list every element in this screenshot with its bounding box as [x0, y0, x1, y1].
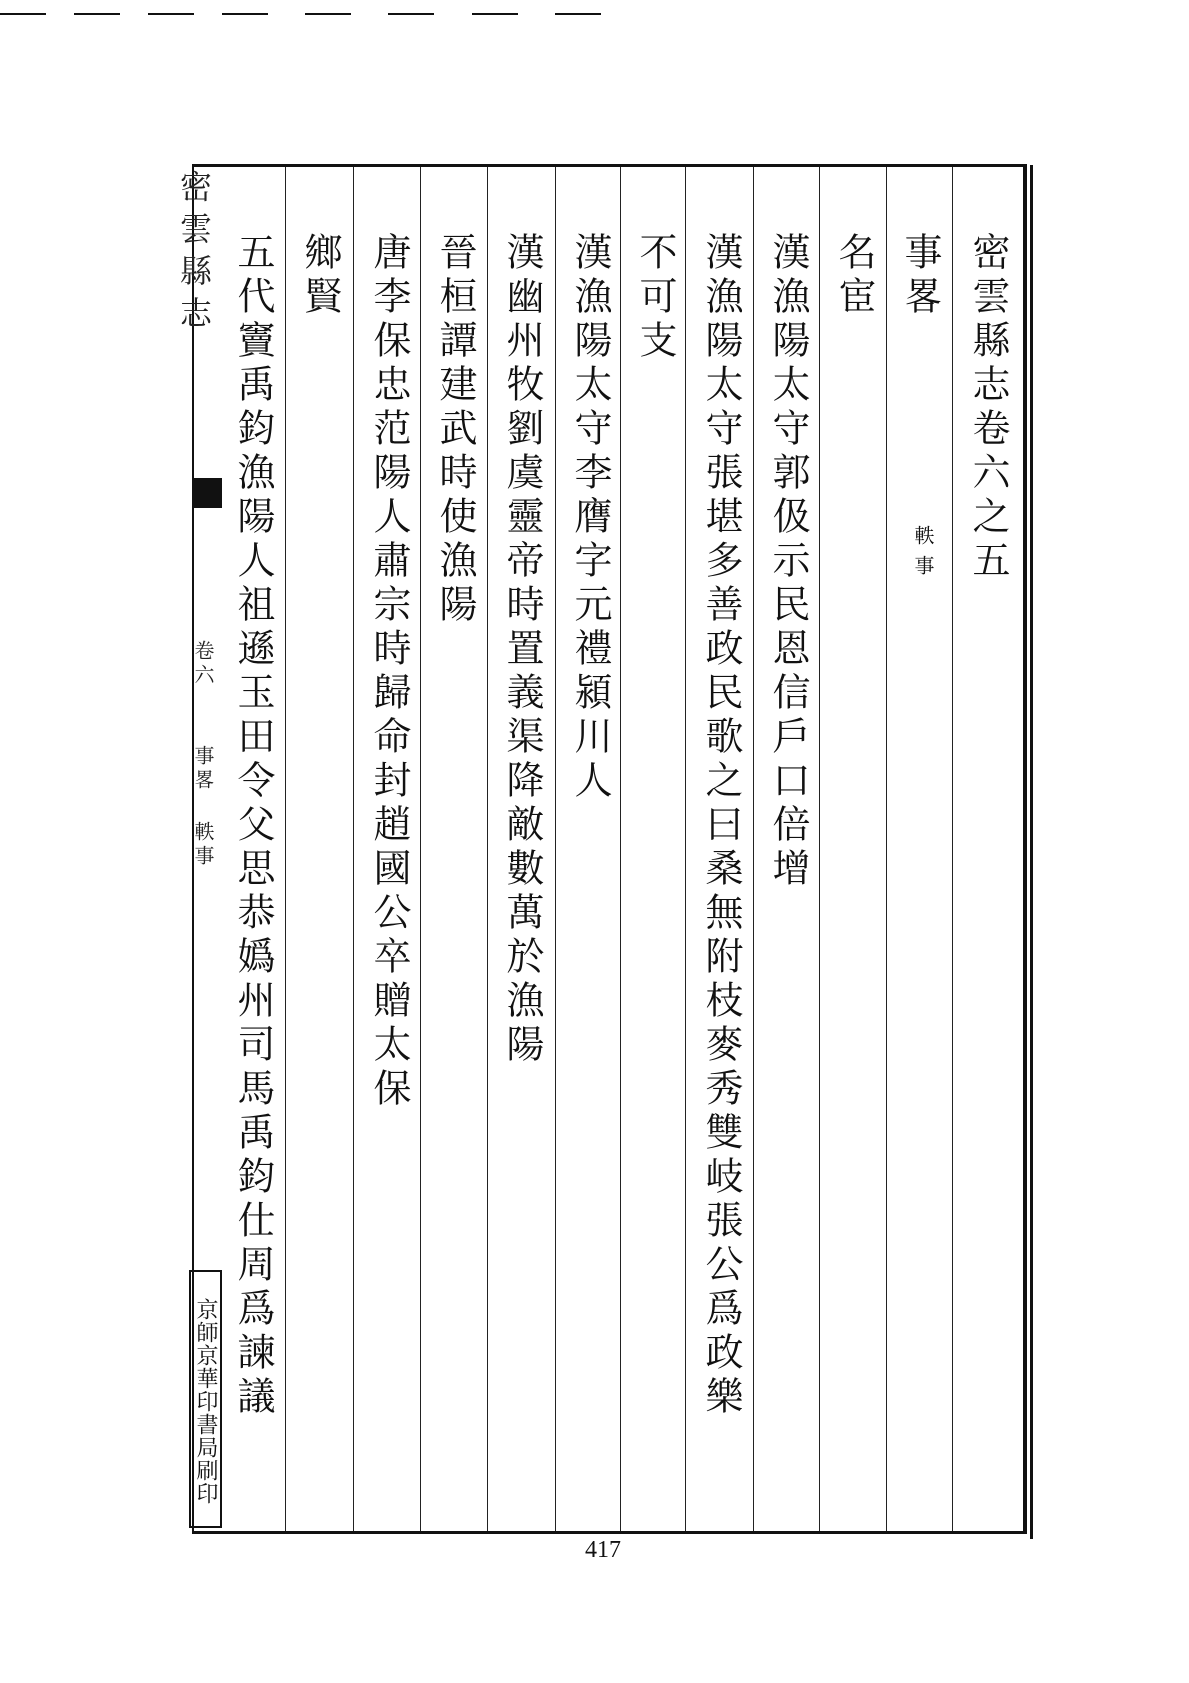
text-column: 漢幽州牧劉虞靈帝時置義渠降敵數萬於漁陽: [500, 232, 544, 1068]
section-heading: 事畧: [898, 232, 942, 320]
text-column: 不可支: [633, 232, 677, 364]
margin-subsection-label: 軼事: [191, 821, 215, 869]
category-heading: 鄉賢: [298, 232, 342, 320]
text-column: 漢漁陽太守郭伋示民恩信戶口倍增: [766, 232, 810, 892]
text-column: 漢漁陽太守李膺字元禮潁川人: [568, 232, 612, 804]
top-dash-rule: [0, 0, 620, 30]
volume-title: 密雲縣志卷六之五: [966, 232, 1010, 584]
page-number: 417: [585, 1537, 621, 1563]
text-column: 漢漁陽太守張堪多善政民歌之曰桑無附枝麥秀雙岐張公爲政樂: [699, 232, 743, 1420]
margin-section-label: 事畧: [191, 745, 215, 793]
frame-double-rule: [1030, 165, 1033, 1539]
margin-volume: 卷六: [191, 640, 215, 688]
margin-title: 密雲縣志: [175, 170, 213, 338]
page-frame: [192, 164, 1027, 1534]
text-column: 晉桓譚建武時使漁陽: [433, 232, 477, 628]
printer-stamp: 京師京華印書局刷印: [189, 1270, 222, 1528]
text-column: 唐李保忠范陽人肅宗時歸命封趙國公卒贈太保: [367, 232, 411, 1112]
section-note: 軼事: [911, 525, 935, 585]
margin-fishtail-mark: [192, 478, 222, 508]
margin-section: [191, 745, 218, 869]
category-heading: 名宦: [832, 232, 876, 320]
text-column: 五代竇禹鈞漁陽人祖遜玉田令父思恭嬀州司馬禹鈞仕周爲諫議: [231, 232, 275, 1420]
